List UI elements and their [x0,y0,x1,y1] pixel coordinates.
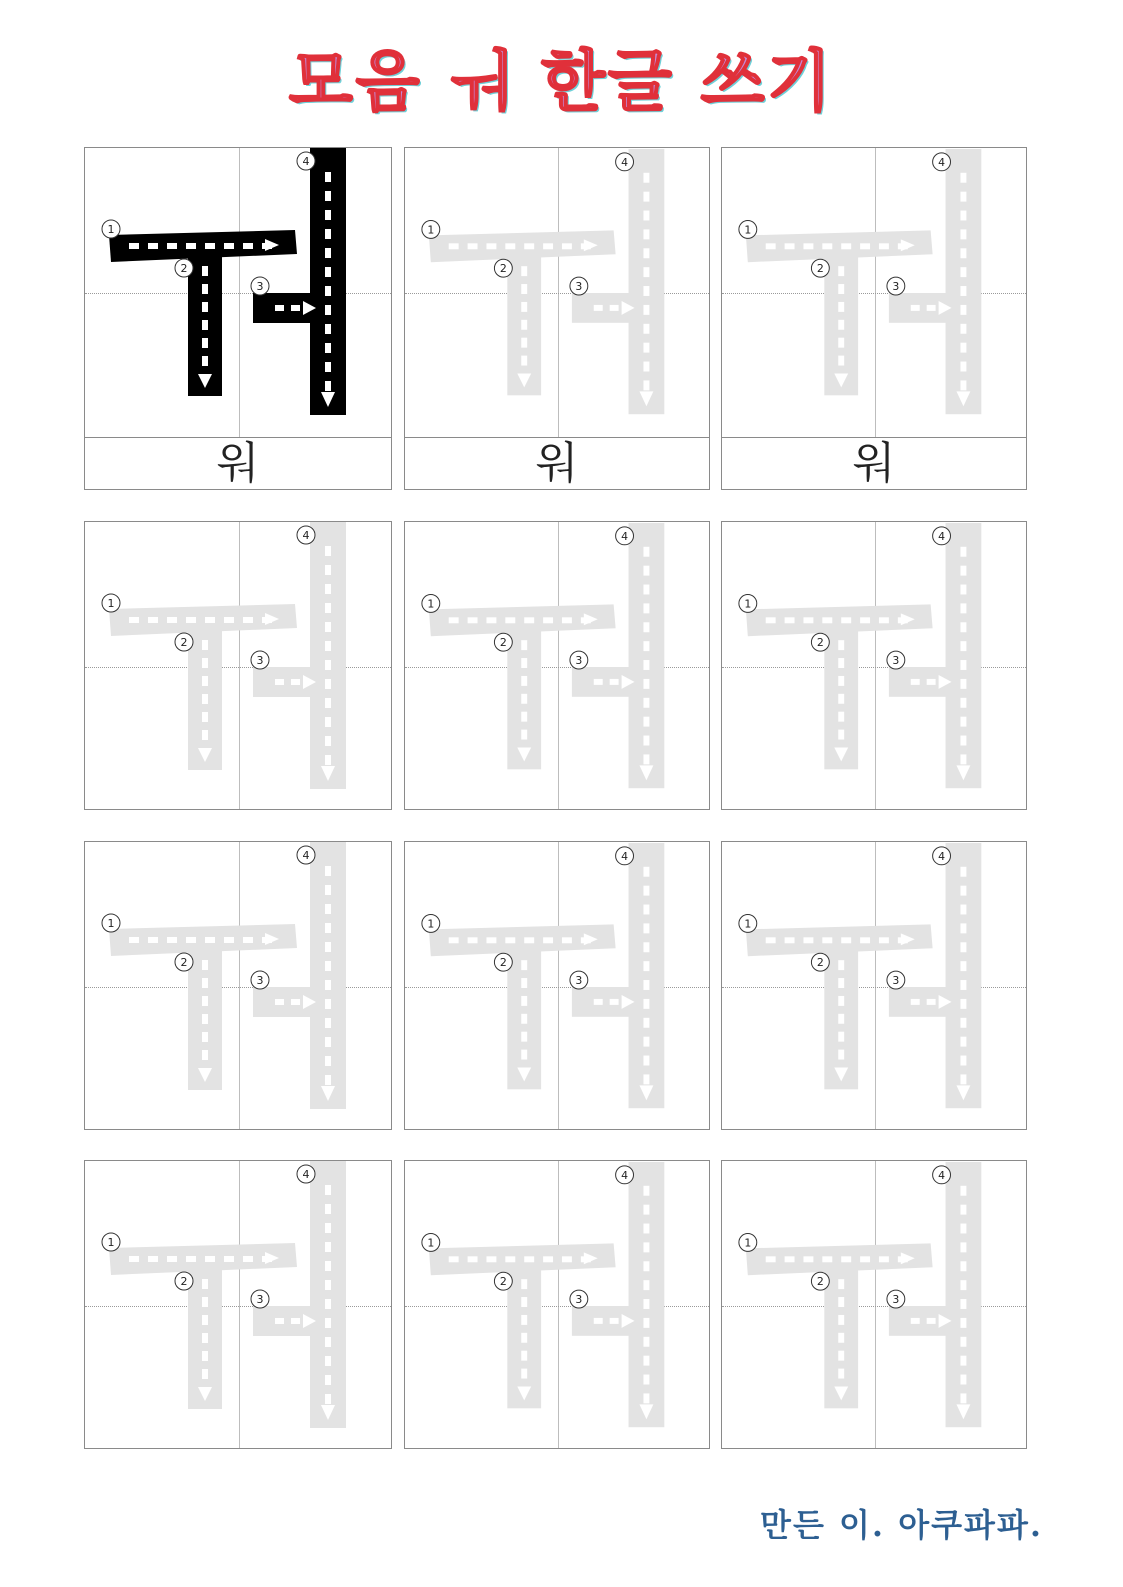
author-credit: 만든 이. 아쿠파파. [760,1506,1043,1544]
letter-strokes [429,149,664,414]
stroke-direction-dashes [129,866,335,1101]
stroke-number-3 [570,651,588,669]
stroke-number-1 [102,220,120,238]
stroke-4-bar [629,1162,665,1427]
svg-text:1: 1 [107,1236,115,1249]
stroke-direction-dashes [766,173,971,406]
stroke-number-4 [297,526,315,544]
example-syllable: 워 [216,438,260,489]
stroke-number-4 [297,152,315,170]
stroke-number-3 [570,1290,588,1308]
stroke-direction-dashes [766,547,971,780]
stroke-4-bar [629,149,665,414]
svg-text:1: 1 [744,917,752,931]
letter-strokes [746,843,981,1108]
stroke-number-2 [175,633,193,651]
tracing-cell [404,841,710,1130]
tracing-cell [721,521,1027,810]
stroke-direction-dashes [129,1185,335,1420]
letter-glyph [722,148,1027,437]
stroke-4-bar [946,149,982,414]
svg-text:2: 2 [816,1275,824,1289]
letter-glyph [85,522,392,810]
stroke-number-3 [251,1290,269,1308]
svg-text:3: 3 [892,654,900,668]
stroke-direction-dashes [129,172,335,407]
stroke-number-1 [422,220,440,238]
tracing-cell [721,1160,1027,1449]
example-syllable: 워 [852,438,896,489]
stroke-number-2 [494,633,512,651]
svg-text:3: 3 [575,1293,583,1307]
stroke-number-2 [494,953,512,971]
svg-text:2: 2 [499,636,507,650]
stroke-number-3 [887,651,905,669]
svg-text:1: 1 [107,597,115,610]
stroke-number-2 [175,953,193,971]
stroke-number-2 [494,1272,512,1290]
stroke-number-4 [616,847,634,865]
page-title: 모음 ㅝ 한글 쓰기 [288,43,835,120]
stroke-4-bar [629,843,665,1108]
letter-strokes [109,842,346,1109]
svg-text:1: 1 [744,1236,752,1250]
stroke-direction-dashes [449,547,654,780]
stroke-4-bar [946,843,982,1108]
stroke-number-2 [175,1272,193,1290]
stroke-number-1 [739,594,757,612]
letter-glyph [405,842,710,1130]
stroke-4-bar [310,1161,346,1428]
svg-text:3: 3 [256,280,264,293]
stroke-number-4 [933,153,951,171]
stroke-number-3 [887,277,905,295]
svg-text:4: 4 [621,849,629,863]
stroke-number-3 [570,971,588,989]
svg-text:2: 2 [180,956,188,969]
svg-text:3: 3 [256,974,264,987]
letter-glyph [405,522,710,810]
tracing-cell [404,147,710,490]
svg-text:4: 4 [621,529,629,543]
stroke-number-1 [739,220,757,238]
stroke-number-2 [494,259,512,277]
letter-strokes [746,149,981,414]
stroke-4-bar [629,523,665,788]
stroke-number-2 [811,953,829,971]
stroke-number-4 [933,527,951,545]
svg-text:3: 3 [575,280,583,294]
svg-text:3: 3 [892,974,900,988]
stroke-number-4 [933,1166,951,1184]
letter-strokes [429,1162,664,1427]
letter-strokes [429,843,664,1108]
stroke-number-4 [616,1166,634,1184]
stroke-number-3 [887,1290,905,1308]
svg-text:2: 2 [816,956,824,970]
letter-glyph [85,842,392,1130]
stroke-number-3 [570,277,588,295]
svg-text:3: 3 [892,1293,900,1307]
svg-text:2: 2 [499,262,507,276]
stroke-direction-dashes [449,173,654,406]
svg-text:3: 3 [892,280,900,294]
tracing-cell [721,841,1027,1130]
svg-text:2: 2 [180,1275,188,1288]
svg-text:4: 4 [938,529,946,543]
stroke-4-bar [946,1162,982,1427]
stroke-number-3 [251,971,269,989]
stroke-direction-dashes [766,867,971,1100]
stroke-number-1 [422,914,440,932]
svg-text:3: 3 [256,1293,264,1306]
letter-glyph [722,842,1027,1130]
tracing-cell [404,1160,710,1449]
svg-text:1: 1 [107,223,115,236]
svg-text:2: 2 [816,262,824,276]
stroke-4-bar [310,842,346,1109]
svg-text:4: 4 [302,529,310,542]
svg-text:1: 1 [107,917,115,930]
stroke-number-3 [251,277,269,295]
stroke-4-bar [310,522,346,789]
svg-text:4: 4 [938,155,946,169]
letter-strokes [109,1161,346,1428]
svg-text:3: 3 [575,654,583,668]
letter-strokes [109,522,346,789]
stroke-number-2 [811,633,829,651]
stroke-4-bar [946,523,982,788]
stroke-number-4 [297,1165,315,1183]
svg-text:4: 4 [302,849,310,862]
stroke-number-1 [102,594,120,612]
stroke-direction-dashes [449,867,654,1100]
svg-text:4: 4 [302,1168,310,1181]
letter-glyph [405,1161,710,1449]
letter-glyph [722,1161,1027,1449]
stroke-number-1 [102,1233,120,1251]
stroke-direction-dashes [449,1186,654,1419]
letter-glyph [405,148,710,437]
stroke-number-1 [102,914,120,932]
svg-text:1: 1 [744,597,752,611]
stroke-number-4 [297,846,315,864]
stroke-direction-dashes [129,546,335,781]
letter-strokes [746,523,981,788]
stroke-number-3 [251,651,269,669]
stroke-4-bar [310,148,346,415]
stroke-number-4 [616,153,634,171]
tracing-cell [84,1160,392,1449]
svg-text:1: 1 [427,917,435,931]
stroke-guide-cell [84,147,392,490]
svg-text:3: 3 [256,654,264,667]
tracing-cell [84,841,392,1130]
tracing-cell [404,521,710,810]
stroke-number-4 [616,527,634,545]
tracing-cell [84,521,392,810]
stroke-number-2 [175,259,193,277]
tracing-cell [721,147,1027,490]
svg-text:4: 4 [938,1168,946,1182]
svg-text:4: 4 [302,155,310,168]
svg-text:2: 2 [816,636,824,650]
svg-text:2: 2 [499,956,507,970]
svg-text:2: 2 [180,636,188,649]
letter-glyph [85,148,392,437]
svg-text:4: 4 [621,155,629,169]
svg-text:2: 2 [499,1275,507,1289]
svg-text:3: 3 [575,974,583,988]
letter-strokes [109,148,346,415]
stroke-direction-dashes [766,1186,971,1419]
stroke-number-1 [739,914,757,932]
svg-text:4: 4 [938,849,946,863]
example-syllable: 워 [535,438,579,489]
letter-glyph [722,522,1027,810]
stroke-number-2 [811,1272,829,1290]
svg-text:1: 1 [427,1236,435,1250]
svg-text:1: 1 [427,597,435,611]
stroke-number-1 [739,1233,757,1251]
stroke-number-1 [422,1233,440,1251]
svg-text:4: 4 [621,1168,629,1182]
stroke-number-3 [887,971,905,989]
letter-strokes [429,523,664,788]
stroke-number-2 [811,259,829,277]
svg-text:1: 1 [427,223,435,237]
stroke-number-4 [933,847,951,865]
letter-glyph [85,1161,392,1449]
letter-strokes [746,1162,981,1427]
stroke-number-1 [422,594,440,612]
svg-text:2: 2 [180,262,188,275]
svg-text:1: 1 [744,223,752,237]
